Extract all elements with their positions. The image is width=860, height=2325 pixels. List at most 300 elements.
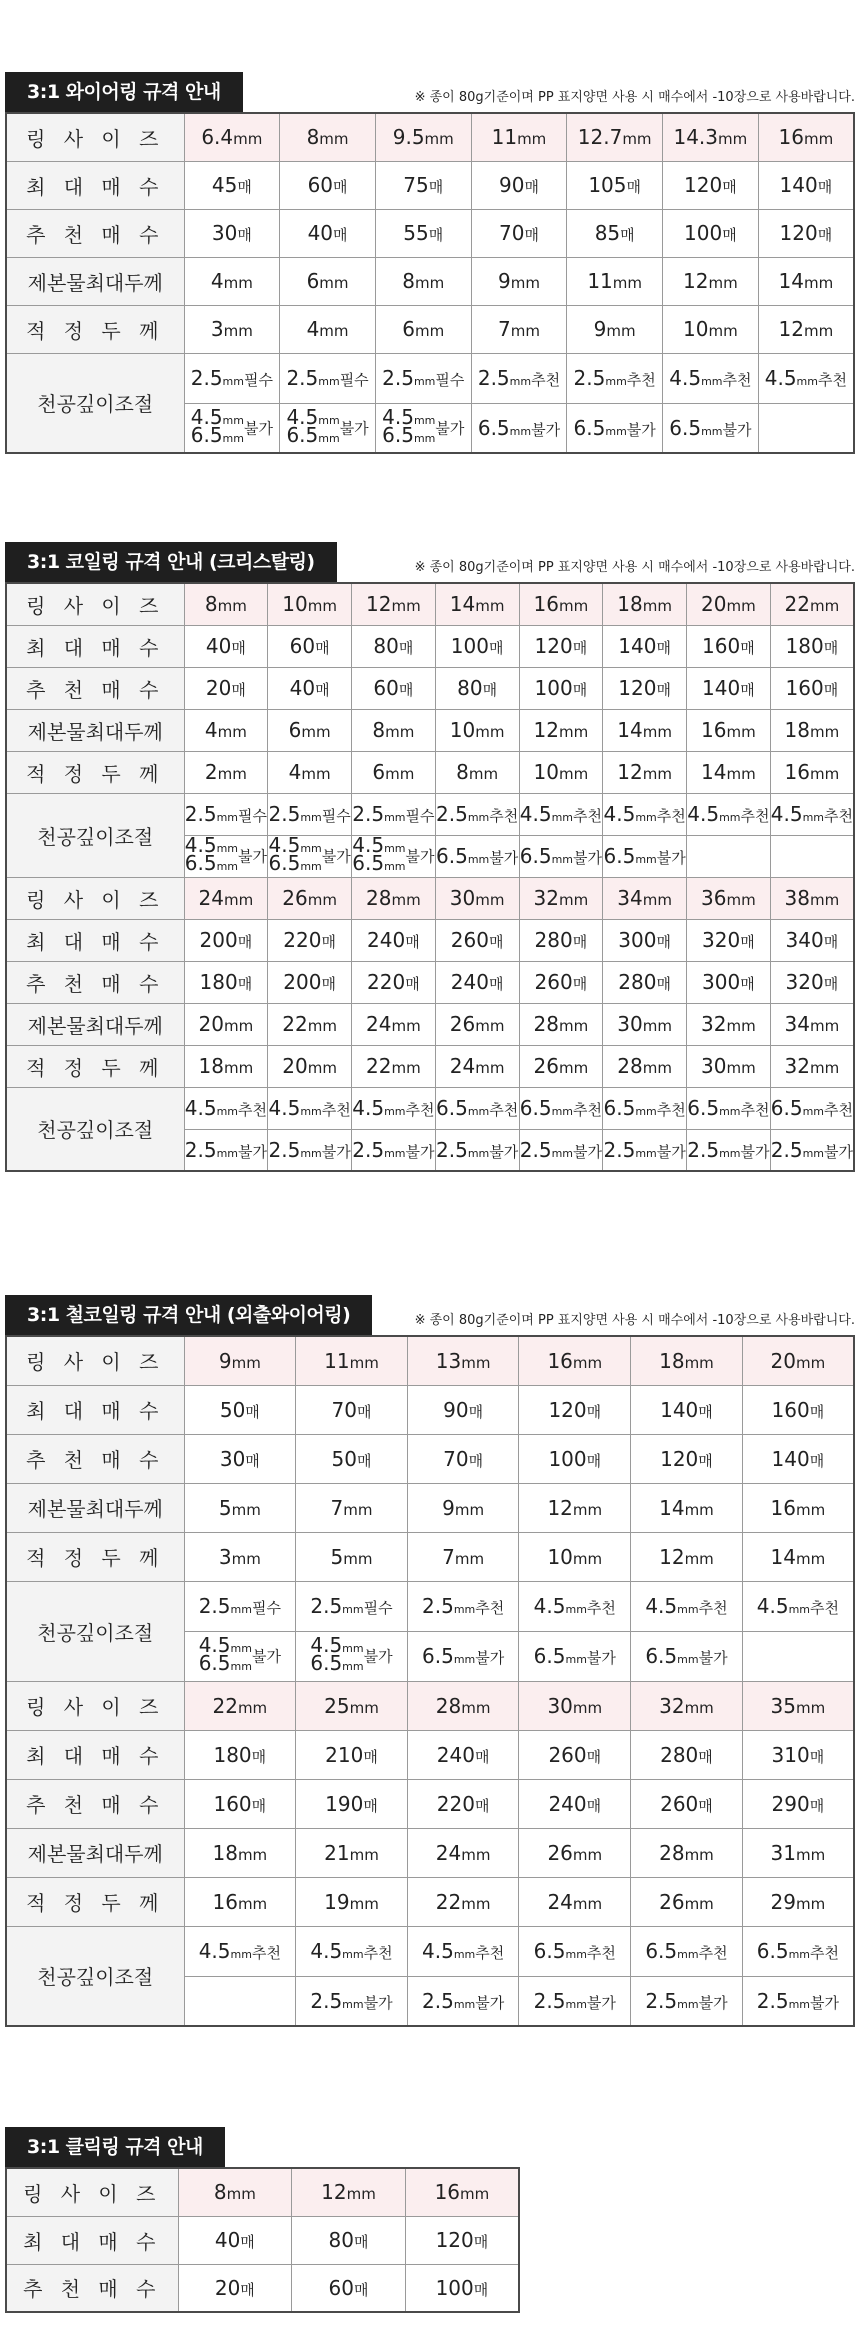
spec-cell: 60매	[268, 625, 352, 667]
spec-cell: 16mm	[519, 583, 603, 625]
spec-cell: 24mm	[352, 1003, 436, 1045]
row-label: 적 정 두 께	[6, 305, 184, 353]
row-label: 최 대 매 수	[6, 2216, 178, 2264]
spec-cell: 90매	[471, 161, 567, 209]
spec-cell	[742, 1631, 854, 1681]
spec-cell: 26mm	[519, 1045, 603, 1087]
spec-cell: 28mm	[352, 877, 436, 919]
row-recommended-sheets	[6, 1434, 854, 1483]
row-label: 최 대 매 수	[6, 919, 184, 961]
spec-cell: 2.5mm필수	[184, 1581, 296, 1631]
spec-cell: 4.5mm 6.5mm불가	[352, 835, 435, 875]
spec-cell: 2.5mm추천	[435, 793, 519, 835]
spec-cell: 6.5mm불가	[407, 1631, 519, 1681]
spec-cell: 4.5mm추천	[758, 353, 854, 403]
spec-cell: 24mm	[407, 1828, 519, 1877]
spec-cell: 22mm	[407, 1877, 519, 1926]
spec-cell: 16mm	[758, 113, 854, 161]
spec-cell: 140매	[603, 625, 687, 667]
spec-cell: 31mm	[742, 1828, 854, 1877]
spec-cell: 4.5mm추천	[268, 1087, 352, 1129]
spec-cell: 12mm	[663, 257, 759, 305]
row-label: 천공깊이조절	[6, 1087, 184, 1171]
spec-cell: 200매	[184, 919, 268, 961]
spec-cell: 4.5mm추천	[519, 1581, 631, 1631]
row-punch-depth	[6, 353, 854, 403]
spec-cell: 8mm	[184, 583, 268, 625]
spec-cell: 2.5mm불가	[519, 1129, 603, 1171]
section-title: 3:1 클릭링 규격 안내	[5, 2127, 225, 2167]
spec-cell: 18mm	[184, 1828, 296, 1877]
spec-cell: 4.5mm추천	[519, 793, 603, 835]
spec-cell: 70매	[407, 1434, 519, 1483]
spec-cell: 160매	[770, 667, 854, 709]
spec-cell: 4.5mm추천	[352, 1087, 436, 1129]
spec-cell: 140매	[758, 161, 854, 209]
spec-cell: 8mm	[375, 257, 471, 305]
spec-cell: 90매	[407, 1385, 519, 1434]
spec-cell: 40매	[268, 667, 352, 709]
spec-cell: 14mm	[603, 709, 687, 751]
row-max-thickness	[6, 257, 854, 305]
spec-cell: 9.5mm	[375, 113, 471, 161]
spec-cell: 280매	[603, 961, 687, 1003]
spec-cell: 10mm	[519, 1532, 631, 1581]
spec-cell: 4.5mm추천	[184, 1087, 268, 1129]
click-ring-spec-table	[5, 2167, 520, 2313]
spec-cell: 10mm	[435, 709, 519, 751]
row-label: 링 사 이 즈	[6, 583, 184, 625]
row-label: 적 정 두 께	[6, 1532, 184, 1581]
spec-cell: 2mm	[184, 751, 268, 793]
spec-cell: 20매	[178, 2264, 292, 2312]
spec-cell: 12mm	[758, 305, 854, 353]
spec-cell: 12mm	[292, 2168, 406, 2216]
spec-cell: 290매	[742, 1779, 854, 1828]
spec-cell: 6mm	[280, 257, 376, 305]
spec-cell: 2.5mm필수	[184, 353, 280, 403]
spec-cell: 9mm	[184, 1336, 296, 1385]
spec-cell: 2.5mm불가	[770, 1129, 854, 1171]
row-max-sheets	[6, 1730, 854, 1779]
spec-cell: 40매	[184, 625, 268, 667]
spec-cell: 70매	[471, 209, 567, 257]
spec-cell: 6mm	[375, 305, 471, 353]
spec-cell: 140매	[687, 667, 771, 709]
spec-cell: 16mm	[184, 1877, 296, 1926]
click-ring-section	[5, 2127, 520, 2313]
spec-cell: 120매	[519, 625, 603, 667]
spec-cell: 32mm	[631, 1681, 743, 1730]
spec-cell: 12.7mm	[567, 113, 663, 161]
spec-cell: 8mm	[352, 709, 436, 751]
spec-cell: 4.5mm 6.5mm불가	[268, 835, 351, 875]
spec-cell: 30mm	[519, 1681, 631, 1730]
row-label: 최 대 매 수	[6, 1385, 184, 1434]
spec-cell: 45매	[184, 161, 280, 209]
spec-cell: 40매	[178, 2216, 292, 2264]
row-label: 추 천 매 수	[6, 961, 184, 1003]
spec-cell: 18mm	[631, 1336, 743, 1385]
spec-cell: 2.5mm불가	[352, 1129, 436, 1171]
spec-cell: 19mm	[296, 1877, 408, 1926]
row-recommended-sheets	[6, 961, 854, 1003]
section-header	[5, 1295, 855, 1335]
row-label: 링 사 이 즈	[6, 1336, 184, 1385]
row-proper-thickness	[6, 751, 854, 793]
spec-cell: 100매	[435, 625, 519, 667]
row-label: 추 천 매 수	[6, 1434, 184, 1483]
spec-cell: 4.5mm 6.5mm불가	[184, 403, 280, 453]
spec-cell: 60매	[292, 2264, 406, 2312]
spec-cell: 60매	[352, 667, 436, 709]
spec-cell: 80매	[435, 667, 519, 709]
spec-cell: 2.5mm필수	[375, 353, 471, 403]
spec-cell: 30매	[184, 209, 280, 257]
section-title: 3:1 코일링 규격 안내 (크리스탈링)	[5, 542, 337, 582]
row-ring-size	[6, 1681, 854, 1730]
row-max-thickness	[6, 1828, 854, 1877]
spec-cell: 4.5mm 6.5mm불가	[184, 835, 267, 875]
spec-cell: 4.5mm추천	[687, 793, 771, 835]
spec-cell: 3mm	[184, 305, 280, 353]
spec-cell: 320매	[770, 961, 854, 1003]
spec-cell: 38mm	[770, 877, 854, 919]
row-punch-depth	[6, 1926, 854, 1976]
spec-cell: 16mm	[687, 709, 771, 751]
row-proper-thickness	[6, 305, 854, 353]
spec-cell: 210매	[296, 1730, 408, 1779]
spec-cell: 9mm	[471, 257, 567, 305]
spec-cell: 120매	[519, 1385, 631, 1434]
spec-cell: 30mm	[603, 1003, 687, 1045]
wire-ring-section	[5, 72, 855, 454]
spec-cell: 10mm	[268, 583, 352, 625]
spec-cell: 14mm	[435, 583, 519, 625]
spec-cell: 85매	[567, 209, 663, 257]
spec-cell: 32mm	[770, 1045, 854, 1087]
spec-cell: 260매	[519, 1730, 631, 1779]
row-punch-depth	[6, 1581, 854, 1631]
row-label: 천공깊이조절	[6, 793, 184, 877]
spec-cell: 120매	[603, 667, 687, 709]
spec-cell: 2.5mm추천	[407, 1581, 519, 1631]
row-recommended-sheets	[6, 209, 854, 257]
spec-cell: 28mm	[519, 1003, 603, 1045]
spec-cell: 36mm	[687, 877, 771, 919]
section-title: 3:1 철코일링 규격 안내 (외출와이어링)	[5, 1295, 372, 1335]
spec-cell: 340매	[770, 919, 854, 961]
spec-cell: 18mm	[184, 1045, 268, 1087]
spec-cell: 240매	[435, 961, 519, 1003]
spec-cell: 20mm	[742, 1336, 854, 1385]
spec-cell: 8mm	[178, 2168, 292, 2216]
spec-cell: 6.5mm불가	[663, 403, 759, 453]
row-label: 천공깊이조절	[6, 1581, 184, 1681]
spec-cell: 50매	[184, 1385, 296, 1434]
spec-cell: 180매	[184, 1730, 296, 1779]
spec-cell: 300매	[603, 919, 687, 961]
spec-cell: 2.5mm추천	[471, 353, 567, 403]
row-label: 제본물최대두께	[6, 257, 184, 305]
spec-cell: 2.5mm불가	[435, 1129, 519, 1171]
row-max-thickness	[6, 1003, 854, 1045]
row-ring-size	[6, 113, 854, 161]
spec-cell: 14mm	[687, 751, 771, 793]
spec-cell: 8mm	[280, 113, 376, 161]
spec-cell: 4.5mm추천	[742, 1581, 854, 1631]
spec-cell: 4mm	[268, 751, 352, 793]
spec-cell: 6.4mm	[184, 113, 280, 161]
spec-cell: 18mm	[603, 583, 687, 625]
spec-cell: 80매	[292, 2216, 406, 2264]
coil-ring-section	[5, 542, 855, 1172]
spec-cell: 6.5mm추천	[603, 1087, 687, 1129]
spec-cell: 260매	[631, 1779, 743, 1828]
spec-cell: 70매	[296, 1385, 408, 1434]
spec-cell: 14mm	[742, 1532, 854, 1581]
spec-cell: 35mm	[742, 1681, 854, 1730]
spec-cell: 5mm	[184, 1483, 296, 1532]
spec-cell: 4.5mm 6.5mm불가	[184, 1631, 296, 1681]
spec-cell: 30매	[184, 1434, 296, 1483]
spec-cell: 34mm	[603, 877, 687, 919]
spec-cell: 2.5mm불가	[687, 1129, 771, 1171]
spec-cell: 2.5mm불가	[184, 1129, 268, 1171]
spec-cell: 32mm	[687, 1003, 771, 1045]
row-label: 최 대 매 수	[6, 161, 184, 209]
spec-cell	[770, 835, 854, 877]
spec-cell: 6.5mm불가	[519, 1631, 631, 1681]
row-label: 제본물최대두께	[6, 1003, 184, 1045]
spec-cell: 4.5mm추천	[770, 793, 854, 835]
spec-cell: 140매	[742, 1434, 854, 1483]
spec-cell: 120매	[631, 1434, 743, 1483]
spec-cell: 180매	[184, 961, 268, 1003]
spec-cell: 29mm	[742, 1877, 854, 1926]
spec-cell: 280매	[631, 1730, 743, 1779]
spec-cell	[758, 403, 854, 453]
spec-cell: 6.5mm추천	[742, 1926, 854, 1976]
spec-cell: 25mm	[296, 1681, 408, 1730]
spec-cell: 220매	[407, 1779, 519, 1828]
spec-cell: 22mm	[184, 1681, 296, 1730]
spec-cell: 200매	[268, 961, 352, 1003]
spec-cell: 55매	[375, 209, 471, 257]
spec-cell: 220매	[268, 919, 352, 961]
spec-cell: 6.5mm추천	[519, 1926, 631, 1976]
spec-cell: 20mm	[268, 1045, 352, 1087]
spec-cell: 180매	[770, 625, 854, 667]
spec-cell: 26mm	[519, 1828, 631, 1877]
spec-cell: 5mm	[296, 1532, 408, 1581]
spec-cell: 4.5mm 6.5mm불가	[375, 403, 471, 453]
spec-cell: 28mm	[407, 1681, 519, 1730]
row-label: 제본물최대두께	[6, 709, 184, 751]
spec-cell: 2.5mm불가	[268, 1129, 352, 1171]
section-note: ※ 종이 80g기준이며 PP 표지양면 사용 시 매수에서 -10장으로 사용바랍니다.	[414, 1313, 855, 1328]
spec-cell: 10mm	[519, 751, 603, 793]
spec-cell: 160매	[184, 1779, 296, 1828]
spec-cell: 4mm	[184, 257, 280, 305]
row-ring-size	[6, 2168, 519, 2216]
spec-cell: 2.5mm추천	[567, 353, 663, 403]
row-label: 최 대 매 수	[6, 625, 184, 667]
row-label: 링 사 이 즈	[6, 113, 184, 161]
row-ring-size	[6, 1336, 854, 1385]
spec-cell: 2.5mm필수	[280, 353, 376, 403]
row-recommended-sheets	[6, 1779, 854, 1828]
spec-cell: 2.5mm불가	[742, 1976, 854, 2026]
row-max-sheets	[6, 919, 854, 961]
spec-cell: 4mm	[280, 305, 376, 353]
spec-cell: 6.5mm추천	[687, 1087, 771, 1129]
spec-cell: 4.5mm추천	[663, 353, 759, 403]
spec-cell: 190매	[296, 1779, 408, 1828]
spec-cell: 12mm	[519, 709, 603, 751]
spec-cell: 12mm	[603, 751, 687, 793]
iron-coil-ring-spec-table	[5, 1335, 855, 2027]
spec-cell: 16mm	[770, 751, 854, 793]
spec-cell: 220매	[352, 961, 436, 1003]
row-label: 링 사 이 즈	[6, 1681, 184, 1730]
spec-cell: 20매	[184, 667, 268, 709]
spec-cell: 310매	[742, 1730, 854, 1779]
spec-cell: 24mm	[519, 1877, 631, 1926]
spec-cell: 100매	[663, 209, 759, 257]
spec-cell: 32mm	[519, 877, 603, 919]
row-label: 적 정 두 께	[6, 1045, 184, 1087]
spec-cell: 3mm	[184, 1532, 296, 1581]
spec-cell: 14mm	[631, 1483, 743, 1532]
spec-cell: 6.5mm추천	[631, 1926, 743, 1976]
spec-cell: 40매	[280, 209, 376, 257]
section-header	[5, 542, 855, 582]
spec-cell: 2.5mm필수	[296, 1581, 408, 1631]
spec-cell: 240매	[352, 919, 436, 961]
row-recommended-sheets	[6, 2264, 519, 2312]
spec-cell: 14.3mm	[663, 113, 759, 161]
spec-cell: 260매	[519, 961, 603, 1003]
row-punch-depth	[6, 793, 854, 835]
row-label: 천공깊이조절	[6, 353, 184, 453]
spec-cell: 160매	[687, 625, 771, 667]
spec-cell: 6mm	[352, 751, 436, 793]
spec-cell: 2.5mm불가	[407, 1976, 519, 2026]
spec-cell: 4.5mm추천	[603, 793, 687, 835]
spec-cell: 4.5mm추천	[407, 1926, 519, 1976]
row-max-thickness	[6, 1483, 854, 1532]
row-punch-depth	[6, 1087, 854, 1129]
spec-cell: 2.5mm불가	[296, 1976, 408, 2026]
spec-cell: 4.5mm 6.5mm불가	[296, 1631, 408, 1681]
section-note: ※ 종이 80g기준이며 PP 표지양면 사용 시 매수에서 -10장으로 사용바랍니다.	[414, 90, 855, 105]
spec-cell: 105매	[567, 161, 663, 209]
spec-cell: 22mm	[352, 1045, 436, 1087]
row-max-sheets	[6, 161, 854, 209]
spec-cell: 120매	[663, 161, 759, 209]
row-label: 최 대 매 수	[6, 1730, 184, 1779]
row-label: 제본물최대두께	[6, 1828, 184, 1877]
spec-cell: 4mm	[184, 709, 268, 751]
spec-cell: 280매	[519, 919, 603, 961]
spec-cell: 24mm	[184, 877, 268, 919]
spec-cell	[184, 1976, 296, 2026]
spec-cell: 22mm	[268, 1003, 352, 1045]
row-proper-thickness	[6, 1877, 854, 1926]
spec-cell: 2.5mm필수	[268, 793, 352, 835]
iron-coil-ring-section	[5, 1295, 855, 2027]
spec-cell: 100매	[405, 2264, 519, 2312]
row-proper-thickness	[6, 1532, 854, 1581]
spec-cell: 2.5mm불가	[519, 1976, 631, 2026]
spec-cell: 6.5mm불가	[435, 835, 519, 877]
spec-cell: 21mm	[296, 1828, 408, 1877]
spec-cell: 240매	[407, 1730, 519, 1779]
spec-cell: 12mm	[519, 1483, 631, 1532]
spec-cell: 4.5mm추천	[184, 1926, 296, 1976]
spec-cell: 24mm	[435, 1045, 519, 1087]
spec-cell: 16mm	[519, 1336, 631, 1385]
row-label: 제본물최대두께	[6, 1483, 184, 1532]
spec-cell: 11mm	[567, 257, 663, 305]
spec-cell: 100매	[519, 1434, 631, 1483]
row-max-thickness	[6, 709, 854, 751]
row-label: 추 천 매 수	[6, 209, 184, 257]
spec-cell: 6.5mm추천	[435, 1087, 519, 1129]
spec-cell: 6.5mm추천	[519, 1087, 603, 1129]
spec-cell: 4.5mm추천	[631, 1581, 743, 1631]
section-title: 3:1 와이어링 규격 안내	[5, 72, 243, 112]
spec-cell: 13mm	[407, 1336, 519, 1385]
row-ring-size	[6, 877, 854, 919]
row-label: 적 정 두 께	[6, 1877, 184, 1926]
spec-cell: 320매	[687, 919, 771, 961]
row-label: 추 천 매 수	[6, 1779, 184, 1828]
row-label: 천공깊이조절	[6, 1926, 184, 2026]
spec-cell: 10mm	[663, 305, 759, 353]
spec-cell: 6.5mm추천	[770, 1087, 854, 1129]
spec-cell: 14mm	[758, 257, 854, 305]
section-header	[5, 2127, 520, 2167]
row-label: 추 천 매 수	[6, 667, 184, 709]
spec-cell: 11mm	[471, 113, 567, 161]
spec-cell	[687, 835, 771, 877]
spec-cell: 300매	[687, 961, 771, 1003]
row-max-sheets	[6, 1385, 854, 1434]
spec-cell: 34mm	[770, 1003, 854, 1045]
spec-cell: 2.5mm필수	[352, 793, 436, 835]
spec-cell: 16mm	[742, 1483, 854, 1532]
spec-cell: 260매	[435, 919, 519, 961]
row-ring-size	[6, 583, 854, 625]
spec-cell: 4.5mm 6.5mm불가	[280, 403, 376, 453]
spec-cell: 30mm	[435, 877, 519, 919]
spec-cell: 6.5mm불가	[567, 403, 663, 453]
spec-cell: 50매	[296, 1434, 408, 1483]
spec-cell: 6.5mm불가	[471, 403, 567, 453]
spec-cell: 75매	[375, 161, 471, 209]
spec-cell: 160매	[742, 1385, 854, 1434]
row-label: 추 천 매 수	[6, 2264, 178, 2312]
spec-cell: 6.5mm불가	[631, 1631, 743, 1681]
spec-cell: 6mm	[268, 709, 352, 751]
spec-cell: 120매	[405, 2216, 519, 2264]
spec-cell: 12mm	[352, 583, 436, 625]
spec-cell: 240매	[519, 1779, 631, 1828]
spec-cell: 22mm	[770, 583, 854, 625]
spec-cell: 26mm	[268, 877, 352, 919]
